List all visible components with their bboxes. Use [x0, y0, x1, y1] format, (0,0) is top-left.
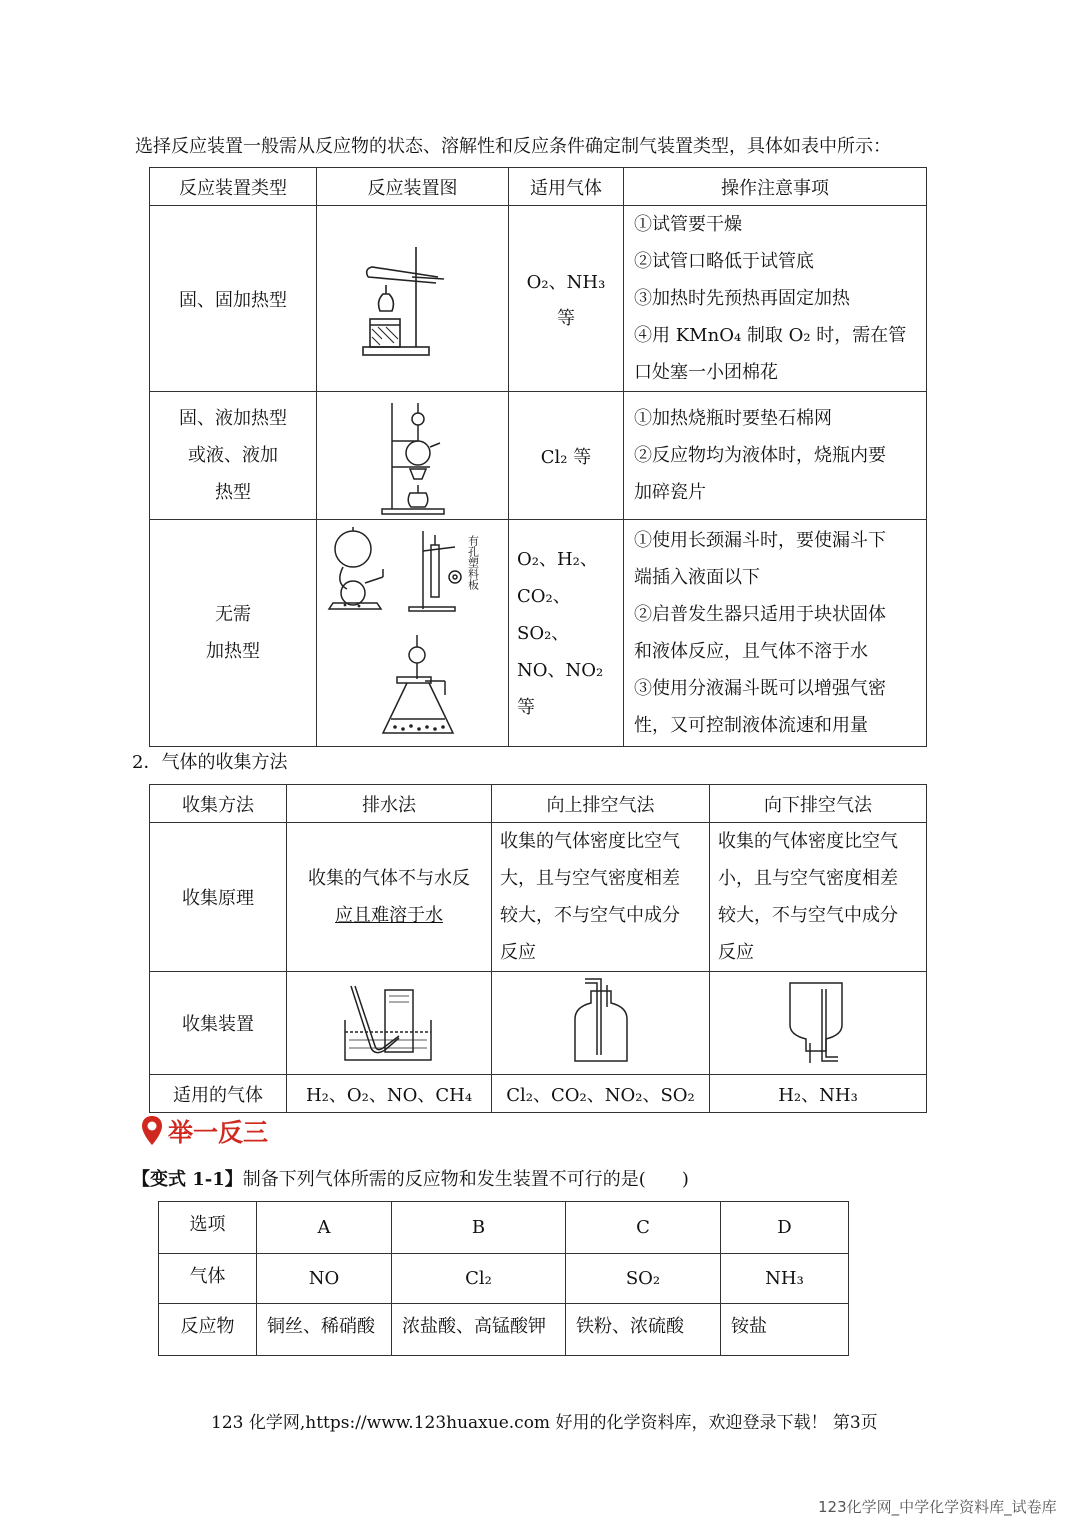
principle-upward	[492, 823, 710, 972]
gas-line: O₂、H₂、	[517, 548, 598, 570]
solid-heating-apparatus-image	[358, 239, 468, 359]
option-b: B	[392, 1202, 566, 1254]
gas-d: NH₃	[721, 1254, 849, 1304]
principle-line: 较大，不与空气中成分	[718, 905, 898, 926]
row-label-gas: 气体	[159, 1254, 257, 1304]
type-line: 热型	[215, 482, 251, 503]
options-table	[158, 1201, 849, 1356]
notes-cell-3	[624, 520, 927, 747]
type-line: 无需	[215, 604, 251, 625]
note-line: ①加热烧瓶时要垫石棉网	[634, 408, 832, 429]
principle-line: 收集的气体不与水反	[308, 868, 470, 889]
gas-cell-1	[509, 206, 624, 392]
device-upward	[492, 972, 710, 1075]
header-method: 收集方法	[150, 785, 287, 823]
note-line: ②反应物均为液体时，烧瓶内要	[634, 445, 886, 466]
upward-air-image	[563, 977, 639, 1069]
gas-cell-3	[509, 520, 624, 747]
device-label: 收集装置	[150, 972, 287, 1075]
note-line: 端插入液面以下	[634, 567, 760, 588]
principle-line: 收集的气体密度比空气	[718, 831, 898, 852]
type-no-heat	[150, 520, 317, 747]
plate-label: 有孔塑料板	[466, 535, 479, 590]
note-line: 性，又可控制液体流速和用量	[634, 715, 868, 736]
watermark: 123化学网_中学化学资料库_试卷库	[818, 1498, 1057, 1516]
principle-water	[287, 823, 492, 972]
gas-line: NO、NO₂	[517, 659, 604, 681]
type-line: 加热型	[206, 641, 260, 662]
question	[132, 1165, 689, 1191]
page-footer: 123 化学网,https://www.123huaxue.com 好用的化学资料库，欢迎登录下载！ 第3页	[211, 1413, 878, 1433]
gas-a: NO	[257, 1254, 392, 1304]
principle-downward	[710, 823, 927, 972]
gas-water: H₂、O₂、NO、CH₄	[287, 1075, 492, 1113]
option-d: D	[721, 1202, 849, 1254]
gas-line: SO₂、	[517, 622, 570, 644]
device-water	[287, 972, 492, 1075]
principle-label: 收集原理	[150, 823, 287, 972]
principle-line: 反应	[718, 942, 754, 963]
note-line: ③使用分液漏斗既可以增强气密	[634, 678, 886, 699]
image-cell-2	[317, 392, 509, 520]
liquid-heating-apparatus-image	[378, 397, 448, 515]
type-line: 固、液加热型	[179, 408, 287, 429]
note-line: ③加热时先预热再固定加热	[634, 288, 850, 309]
gas-downward: H₂、NH₃	[710, 1075, 927, 1113]
principle-line: 较大，不与空气中成分	[500, 905, 680, 926]
question-tag: 【变式 1-1】	[132, 1169, 243, 1190]
gas-cell-2: Cl₂ 等	[509, 392, 624, 520]
note-line: ②试管口略低于试管底	[634, 251, 814, 272]
device-downward	[710, 972, 927, 1075]
gas-label: 适用的气体	[150, 1075, 287, 1113]
banner-title: 举一反三	[168, 1118, 269, 1147]
reactant-d: 铵盐	[721, 1304, 849, 1356]
note-line: 和液体反应，且气体不溶于水	[634, 641, 868, 662]
gas-collection-table	[149, 784, 927, 1113]
reactant-a: 铜丝、稀硝酸	[257, 1304, 392, 1356]
row-label-reactant: 反应物	[159, 1304, 257, 1356]
notes-cell-1	[624, 206, 927, 392]
header-image: 反应装置图	[317, 168, 509, 206]
principle-line: 大，且与空气密度相差	[500, 868, 680, 889]
row-label-option: 选项	[159, 1202, 257, 1254]
gas-line: 等	[517, 696, 535, 718]
principle-line: 小，且与空气密度相差	[718, 868, 898, 889]
note-line: 口处塞一小团棉花	[634, 362, 778, 383]
water-displacement-image	[341, 980, 437, 1066]
note-line: 加碎瓷片	[634, 482, 706, 503]
note-line: ①使用长颈漏斗时，要使漏斗下	[634, 530, 886, 551]
gas-c: SO₂	[566, 1254, 721, 1304]
type-line: 或液、液加	[188, 445, 278, 466]
note-line: ②启普发生器只适用于块状固体	[634, 604, 886, 625]
notes-cell-2	[624, 392, 927, 520]
header-upward: 向上排空气法	[492, 785, 710, 823]
section-banner	[140, 1113, 268, 1149]
image-cell-3	[317, 520, 509, 747]
reactant-b: 浓盐酸、高锰酸钾	[392, 1304, 566, 1356]
option-c: C	[566, 1202, 721, 1254]
type-solid-solid-heat: 固、固加热型	[150, 206, 317, 392]
image-cell-1	[317, 206, 509, 392]
principle-line: 应且难溶于水	[335, 905, 443, 926]
header-gas: 适用气体	[509, 168, 624, 206]
location-pin-icon	[140, 1115, 164, 1147]
principle-line: 反应	[500, 942, 536, 963]
header-water: 排水法	[287, 785, 492, 823]
no-heat-apparatus-image	[325, 523, 501, 743]
gas-b: Cl₂	[392, 1254, 566, 1304]
question-text: 制备下列气体所需的反应物和发生装置不可行的是( )	[242, 1169, 689, 1190]
principle-line: 收集的气体密度比空气	[500, 831, 680, 852]
gas-upward: Cl₂、CO₂、NO₂、SO₂	[492, 1075, 710, 1113]
downward-air-image	[780, 977, 856, 1069]
gas-line: CO₂、	[517, 585, 571, 607]
option-a: A	[257, 1202, 392, 1254]
note-line: ①试管要干燥	[634, 214, 742, 235]
header-notes: 操作注意事项	[624, 168, 927, 206]
reaction-device-table	[149, 167, 927, 747]
note-line: ④用 KMnO₄ 制取 O₂ 时，需在管	[634, 325, 907, 346]
type-solid-liquid-heat	[150, 392, 317, 520]
section-title: 2．气体的收集方法	[132, 752, 288, 773]
header-downward: 向下排空气法	[710, 785, 927, 823]
reactant-c: 铁粉、浓硫酸	[566, 1304, 721, 1356]
header-type: 反应装置类型	[150, 168, 317, 206]
gas-o2-nh3: O₂、NH₃	[526, 271, 606, 293]
intro-text: 选择反应装置一般需从反应物的状态、溶解性和反应条件确定制气装置类型，具体如表中所示：	[135, 136, 891, 157]
gas-etc: 等	[557, 307, 575, 329]
